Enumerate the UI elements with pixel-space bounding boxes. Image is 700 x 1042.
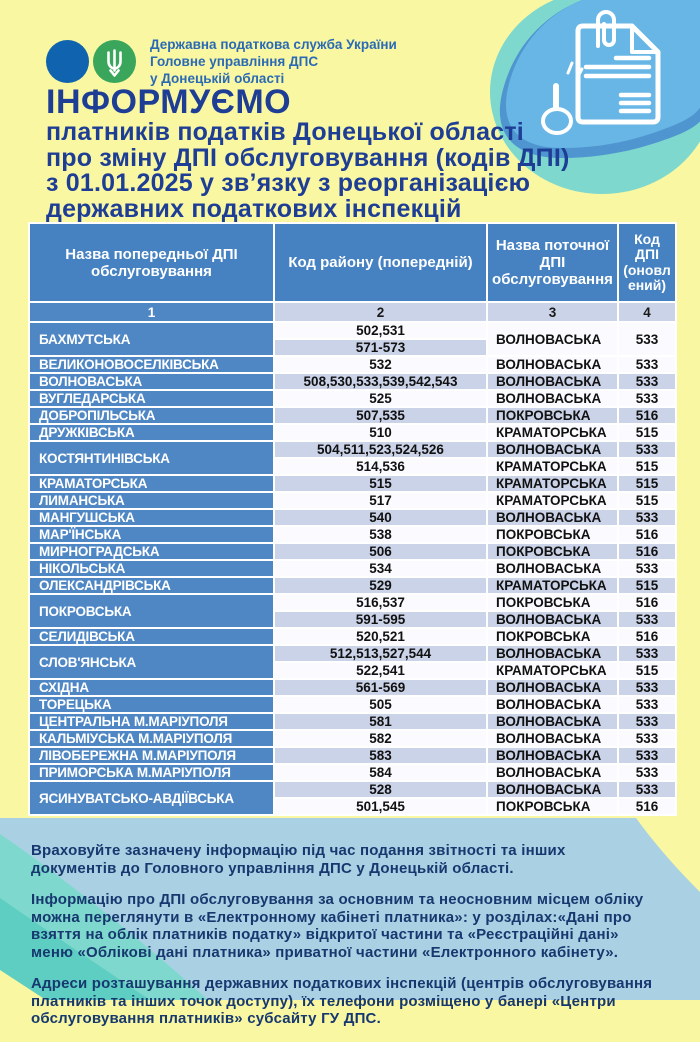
district-codes: 510 [274,424,487,441]
district-codes: 514,536 [274,458,487,475]
prev-dpi-name: ЯСИНУВАТСЬКО-АВДІЇВСЬКА [29,781,274,815]
district-codes: 571-573 [274,339,487,356]
column-header-1: Назва попередньої ДПІ обслуговування [29,223,274,302]
current-dpi-name: ВОЛНОВАСЬКА [487,696,618,713]
table-row [29,696,676,713]
prev-dpi-name: КРАМАТОРСЬКА [29,475,274,492]
district-codes: 506 [274,543,487,560]
table-row [29,441,676,458]
column-number-4: 4 [618,302,676,322]
current-dpi-name: ВОЛНОВАСЬКА [487,611,618,628]
district-codes: 581 [274,713,487,730]
prev-dpi-name: КАЛЬМІУСЬКА М.МАРІУПОЛЯ [29,730,274,747]
table-row [29,713,676,730]
district-codes: 540 [274,509,487,526]
trident-logo [93,40,136,83]
table-row [29,730,676,747]
new-dpi-code: 516 [618,526,676,543]
current-dpi-name: ПОКРОВСЬКА [487,543,618,560]
current-dpi-name: ВОЛНОВАСЬКА [487,509,618,526]
prev-dpi-name: СЕЛИДІВСЬКА [29,628,274,645]
agency-line: у Донецькій області [150,71,285,86]
new-dpi-code: 516 [618,543,676,560]
prev-dpi-name: ТОРЕЦЬКА [29,696,274,713]
column-header-3: Назва поточної ДПІ обслуговування [487,223,618,302]
prev-dpi-name: ЛИМАНСЬКА [29,492,274,509]
district-codes: 502,531 [274,322,487,339]
district-codes: 582 [274,730,487,747]
table-row [29,407,676,424]
current-dpi-name: ВОЛНОВАСЬКА [487,645,618,662]
table-row [29,322,676,339]
table-row [29,390,676,407]
prev-dpi-name: ВЕЛИКОНОВОСЕЛКІВСЬКА [29,356,274,373]
footer-text [31,842,653,1042]
footer-paragraph: Інформацію про ДПІ обслуговування за основним та неосновним місцем обліку можна переглянути в «Електронному кабінеті платника»: у розділах:«Дані про взяття на облік платників податку» відкритої частини та «Реєстраційні дані» меню «Облікові дані платника» приватної частини «Електронного кабінету». [31,891,644,961]
current-dpi-name: ВОЛНОВАСЬКА [487,713,618,730]
footer [0,818,700,1027]
new-dpi-code: 533 [618,560,676,577]
current-dpi-name: ВОЛНОВАСЬКА [487,764,618,781]
prev-dpi-name: НІКОЛЬСЬКА [29,560,274,577]
current-dpi-name: ВОЛНОВАСЬКА [487,747,618,764]
prev-dpi-name: МИРНОГРАДСЬКА [29,543,274,560]
new-dpi-code: 516 [618,407,676,424]
trident-icon [93,40,136,83]
district-codes: 501,545 [274,798,487,815]
dps-blue-circle-logo [46,40,89,83]
new-dpi-code: 533 [618,356,676,373]
prev-dpi-name: КОСТЯНТИНІВСЬКА [29,441,274,475]
current-dpi-name: ВОЛНОВАСЬКА [487,373,618,390]
district-codes: 504,511,523,524,526 [274,441,487,458]
district-codes: 520,521 [274,628,487,645]
district-codes: 512,513,527,544 [274,645,487,662]
table-row [29,645,676,662]
current-dpi-name: КРАМАТОРСЬКА [487,577,618,594]
new-dpi-code: 533 [618,373,676,390]
district-codes: 505 [274,696,487,713]
dpi-mapping-table [28,222,677,816]
subtitle-line: з 01.01.2025 у зв’язку з реорганізацією [46,169,531,197]
table-row [29,747,676,764]
agency-name [150,36,397,87]
prev-dpi-name: ВОЛНОВАСЬКА [29,373,274,390]
new-dpi-code: 533 [618,696,676,713]
prev-dpi-name: ЛІВОБЕРЕЖНА М.МАРІУПОЛЯ [29,747,274,764]
current-dpi-name: ПОКРОВСЬКА [487,798,618,815]
current-dpi-name: ВОЛНОВАСЬКА [487,441,618,458]
district-codes: 583 [274,747,487,764]
prev-dpi-name: БАХМУТСЬКА [29,322,274,356]
new-dpi-code: 533 [618,509,676,526]
new-dpi-code: 533 [618,730,676,747]
table-row [29,560,676,577]
district-codes: 525 [274,390,487,407]
subtitle-line: платників податків Донецької області [46,118,524,146]
column-number-2: 2 [274,302,487,322]
new-dpi-code: 516 [618,594,676,611]
prev-dpi-name: СЛОВ'ЯНСЬКА [29,645,274,679]
current-dpi-name: ПОКРОВСЬКА [487,628,618,645]
prev-dpi-name: ПРИМОРСЬКА М.МАРІУПОЛЯ [29,764,274,781]
table-row [29,509,676,526]
agency-line: Державна податкова служба України [150,37,397,52]
current-dpi-name: КРАМАТОРСЬКА [487,458,618,475]
table-row [29,475,676,492]
table-row [29,526,676,543]
current-dpi-name: КРАМАТОРСЬКА [487,662,618,679]
new-dpi-code: 533 [618,611,676,628]
column-number-3: 3 [487,302,618,322]
column-header-4: Код ДПІ (оновлений) [618,223,676,302]
table-row [29,594,676,611]
footer-paragraph: Адреси розташування державних податкових інспекцій (центрів обслуговування платників та інших точок доступу), їх телефони розміщено у банері «Центри обслуговування платників» субсайту ГУ ДПС. [31,975,653,1027]
current-dpi-name: ВОЛНОВАСЬКА [487,679,618,696]
prev-dpi-name: ОЛЕКСАНДРІВСЬКА [29,577,274,594]
prev-dpi-name: ВУГЛЕДАРСЬКА [29,390,274,407]
prev-dpi-name: ЦЕНТРАЛЬНА М.МАРІУПОЛЯ [29,713,274,730]
district-codes: 529 [274,577,487,594]
district-codes: 508,530,533,539,542,543 [274,373,487,390]
district-codes: 534 [274,560,487,577]
new-dpi-code: 533 [618,441,676,458]
prev-dpi-name: МАР'ЇНСЬКА [29,526,274,543]
new-dpi-code: 533 [618,764,676,781]
new-dpi-code: 515 [618,424,676,441]
new-dpi-code: 515 [618,577,676,594]
prev-dpi-name: СХІДНА [29,679,274,696]
new-dpi-code: 533 [618,645,676,662]
agency-line: Головне управління ДПС [150,54,319,69]
table-row [29,679,676,696]
current-dpi-name: ВОЛНОВАСЬКА [487,730,618,747]
new-dpi-code: 516 [618,798,676,815]
table-row [29,373,676,390]
new-dpi-code: 516 [618,628,676,645]
district-codes: 507,535 [274,407,487,424]
new-dpi-code: 533 [618,747,676,764]
table-row [29,781,676,798]
district-codes: 516,537 [274,594,487,611]
current-dpi-name: КРАМАТОРСЬКА [487,475,618,492]
district-codes: 522,541 [274,662,487,679]
current-dpi-name: КРАМАТОРСЬКА [487,492,618,509]
prev-dpi-name: ДРУЖКІВСЬКА [29,424,274,441]
district-codes: 538 [274,526,487,543]
table-row [29,543,676,560]
new-dpi-code: 533 [618,781,676,798]
current-dpi-name: ВОЛНОВАСЬКА [487,560,618,577]
new-dpi-code: 533 [618,679,676,696]
district-codes: 515 [274,475,487,492]
table-row [29,628,676,645]
new-dpi-code: 515 [618,475,676,492]
new-dpi-code: 533 [618,390,676,407]
title-block [46,84,570,222]
table-row [29,356,676,373]
brand-header [46,36,397,87]
district-codes: 561-569 [274,679,487,696]
current-dpi-name: ВОЛНОВАСЬКА [487,322,618,356]
current-dpi-name: ПОКРОВСЬКА [487,594,618,611]
prev-dpi-name: МАНГУШСЬКА [29,509,274,526]
subtitle-line: про зміну ДПІ обслуговування (кодів ДПІ) [46,143,570,172]
district-codes: 532 [274,356,487,373]
table-row [29,492,676,509]
prev-dpi-name: ПОКРОВСЬКА [29,594,274,628]
new-dpi-code: 533 [618,713,676,730]
current-dpi-name: ВОЛНОВАСЬКА [487,390,618,407]
district-codes: 584 [274,764,487,781]
new-dpi-code: 515 [618,458,676,475]
footer-paragraph: Враховуйте зазначену інформацію під час подання звітності та інших документів до Головного управління ДПС у Донецькій області. [31,842,566,877]
current-dpi-name: КРАМАТОРСЬКА [487,424,618,441]
page-title: ІНФОРМУЄМО [46,83,292,121]
district-codes: 528 [274,781,487,798]
table-row [29,764,676,781]
new-dpi-code: 515 [618,492,676,509]
district-codes: 517 [274,492,487,509]
current-dpi-name: ВОЛНОВАСЬКА [487,356,618,373]
current-dpi-name: ВОЛНОВАСЬКА [487,781,618,798]
column-header-2: Код району (попередній) [274,223,487,302]
column-number-row [29,302,676,322]
district-codes: 591-595 [274,611,487,628]
current-dpi-name: ПОКРОВСЬКА [487,407,618,424]
column-number-1: 1 [29,302,274,322]
subtitle-line: державних податкових інспекцій [46,194,462,223]
table-header-row [29,223,676,302]
table-row [29,424,676,441]
new-dpi-code: 533 [618,322,676,356]
prev-dpi-name: ДОБРОПІЛЬСЬКА [29,407,274,424]
current-dpi-name: ПОКРОВСЬКА [487,526,618,543]
table-row [29,577,676,594]
new-dpi-code: 515 [618,662,676,679]
